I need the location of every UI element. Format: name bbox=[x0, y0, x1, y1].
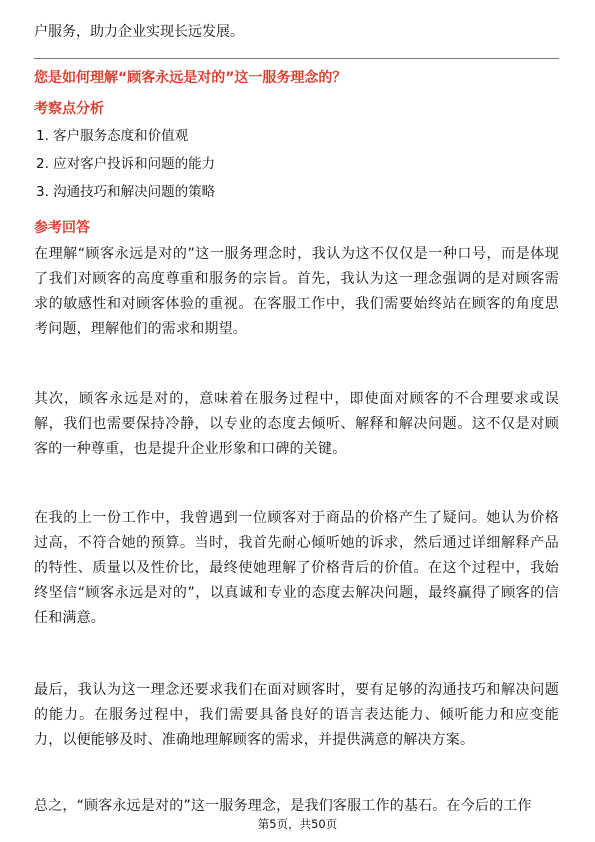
question-heading: 您是如何理解“顾客永远是对的”这一服务理念的？ bbox=[34, 70, 347, 86]
answer-paragraph: 最后，我认为这一理念还要求我们在面对顾客时，要有足够的沟通技巧和解决问题的能力。在服务过程中，我们需要具备良好的语言表达能力、倾听能力和应变能力，以便能够及时、准确地理解顾客的需求，并提供满意的解决方案。 bbox=[34, 682, 559, 748]
intro-text: 户服务，助力企业实现长远发展。 bbox=[34, 24, 244, 40]
answer-paragraph: 在理解“顾客永远是对的”这一服务理念时，我认为这不仅仅是一种口号，而是体现了我们对顾客的高度尊重和服务的宗旨。首先，我认为这一理念强调的是对顾客需求的敏感性和对顾客体验的重视。在客服工作中，我们需要始终站在顾客的角度思考问题，理解他们的需求和期望。 bbox=[34, 246, 559, 337]
page-number: 第5页，共50页 bbox=[257, 817, 338, 831]
answer-title: 参考回答 bbox=[34, 220, 90, 236]
answer-paragraph: 总之，“顾客永远是对的”这一服务理念，是我们客服工作的基石。在今后的工作 bbox=[34, 798, 532, 814]
answer-paragraph: 在我的上一份工作中，我曾遇到一位顾客对于商品的价格产生了疑问。她认为价格过高，不符合她的预算。当时，我首先耐心倾听她的诉求，然后通过详细解释产品的特性、质量以及性价比，最终使她理解了价格背后的价值。在这个过程中，我始终坚信“顾客永远是对的”，以真诚和专业的态度去解决问题，最终赢得了顾客的信任和满意。 bbox=[34, 510, 559, 626]
analysis-point: 3. 沟通技巧和解决问题的策略 bbox=[36, 184, 216, 200]
answer-paragraph: 其次，顾客永远是对的，意味着在服务过程中，即使面对顾客的不合理要求或误解，我们也需要保持冷静，以专业的态度去倾听、解释和解决问题。这不仅是对顾客的一种尊重，也是提升企业形象和口碑的关键。 bbox=[34, 391, 559, 457]
analysis-point: 1. 客户服务态度和价值观 bbox=[36, 128, 189, 144]
analysis-title: 考察点分析 bbox=[34, 101, 104, 117]
section-divider bbox=[34, 58, 559, 59]
analysis-point: 2. 应对客户投诉和问题的能力 bbox=[36, 156, 216, 172]
